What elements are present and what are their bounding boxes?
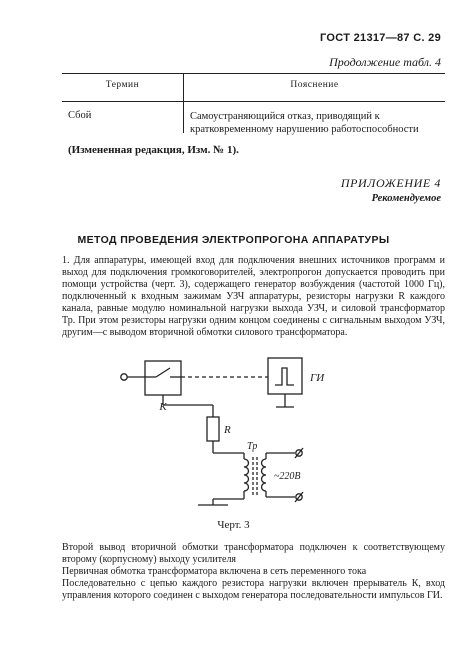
table-header-term: Термин <box>105 80 140 90</box>
appendix-status: Рекомендуемое <box>371 193 441 204</box>
page-header: ГОСТ 21317—87 С. 29 <box>320 32 441 44</box>
appendix-label: ПРИЛОЖЕНИЕ 4 <box>340 176 441 190</box>
table-continuation-label: Продолжение табл. 4 <box>329 55 441 69</box>
resistor-r <box>207 417 219 441</box>
label-k: К <box>159 401 167 413</box>
figure-caption: Черт. 3 <box>217 519 250 531</box>
paragraph-primary-coil: Первичная обмотка трансформатора включена в сеть переменного тока <box>62 566 367 577</box>
paragraph-method: 1. Для аппаратуры, имеющей вход для подключения внешних источников программ и выход для подключения громкоговорителей, электропрогон допускается проводить при помощи устройства (черт. 3), содержащего генератор возбуждения (частотой 1000 Гц), подключенный к входным зажимам УЗЧ аппаратуры, резисторы нагрузки R каждого канала, равные модулю номинальной нагрузки выхода УЗЧ, и силовой трансформатор Тр. При этом резисторы нагрузки одним концом соединены с сигнальным выходом УЗЧ, другим—с выводом вторичной обмотки силового трансформатора. <box>62 255 445 338</box>
circuit-diagram <box>110 355 350 515</box>
edition-note: (Измененная редакция, Изм. № 1). <box>68 144 239 156</box>
table-header-rule <box>62 101 445 102</box>
table-header-explanation: Пояснение <box>290 80 339 90</box>
primary-coil <box>262 459 267 491</box>
section-title: МЕТОД ПРОВЕДЕНИЯ ЭЛЕКТРОПРОГОНА АППАРАТУРЫ <box>77 234 390 246</box>
label-tr: Тр <box>247 441 258 452</box>
secondary-coil <box>244 459 249 491</box>
label-gi: ГИ <box>310 372 325 384</box>
paragraph-breaker: Последовательно с цепью каждого резистора нагрузки включен прерыватель К, вход управления которого соединен с выходом генератора последовательности импульсов ГИ. <box>62 578 445 601</box>
table-cell-term: Сбой <box>68 110 92 121</box>
label-r: R <box>224 424 231 436</box>
table-top-rule <box>62 73 445 74</box>
paragraph-second-lead: Второй вывод вторичной обмотки трансформатора подключен к соответствующему второму (корпусному) выходу усилителя <box>62 542 445 565</box>
input-terminal-icon <box>121 374 127 380</box>
table-cell-explanation: Самоустраняющийся отказ, приводящий к кратковременному нарушению работоспособности <box>190 111 419 135</box>
pulse-generator-box <box>268 358 302 394</box>
label-voltage: ~220В <box>274 471 301 482</box>
breaker-k-box <box>145 361 181 395</box>
